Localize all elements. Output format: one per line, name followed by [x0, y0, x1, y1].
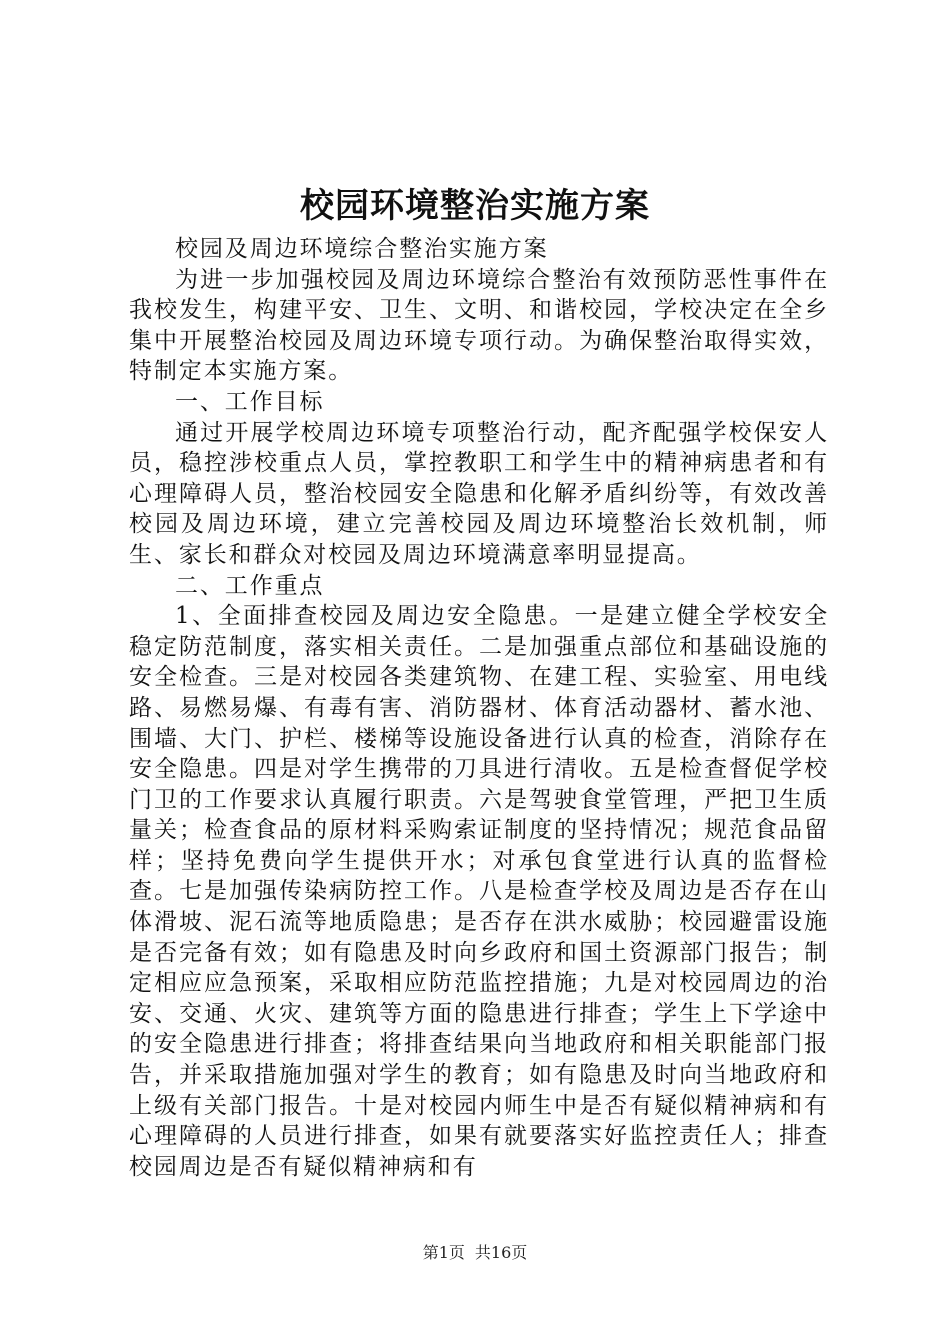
page-number: 第1页 [422, 1243, 465, 1262]
section-heading-focus: 二、工作重点 [175, 572, 325, 599]
page-total: 共16页 [474, 1243, 528, 1262]
document-title: 校园环境整治实施方案 [300, 186, 650, 226]
page-footer [0, 1243, 950, 1263]
document-body [129, 234, 829, 1182]
section-heading-goals: 一、工作目标 [175, 388, 325, 415]
paragraph-goals: 通过开展学校周边环境专项整治行动，配齐配强学校保安人员，稳控涉校重点人员，掌控教职工和学生中的精神病患者和有心理障碍人员，整治校园安全隐患和化解矛盾纠纷等，有效改善校园及周边环境，建立完善校园及周边环境整治长效机制，师生、家长和群众对校园及周边环境满意率明显提高。 [129, 419, 829, 568]
paragraph-intro: 为进一步加强校园及周边环境综合整治有效预防恶性事件在我校发生，构建平安、卫生、文明、和谐校园，学校决定在全乡集中开展整治校园及周边环境专项行动。为确保整治取得实效，特制定本实施方案。 [129, 266, 829, 385]
paragraph-focus-1: 1、全面排查校园及周边安全隐患。一是建立健全学校安全稳定防范制度，落实相关责任。二是加强重点部位和基础设施的安全检查。三是对校园各类建筑物、在建工程、实验室、用电线路、易燃易爆、有毒有害、消防器材、体育活动器材、蓄水池、围墙、大门、护栏、楼梯等设施设备进行认真的检查，消除存在安全隐患。四是对学生携带的刀具进行清收。五是检查督促学校门卫的工作要求认真履行职责。六是驾驶食堂管理，严把卫生质量关；检查食品的原材料采购索证制度的坚持情况；规范食品留样；坚持免费向学生提供开水；对承包食堂进行认真的监督检查。七是加强传染病防控工作。八是检查学校及周边是否存在山体滑坡、泥石流等地质隐患；是否存在洪水威胁；校园避雷设施是否完备有效；如有隐患及时向乡政府和国土资源部门报告；制定相应应急预案，采取相应防范监控措施；九是对校园周边的治安、交通、火灾、建筑等方面的隐患进行排查；学生上下学途中的安全隐患进行排查；将排查结果向当地政府和相关职能部门报告，并采取措施加强对学生的教育；如有隐患及时向当地政府和上级有关部门报告。十是对校园内师生中是否有疑似精神病和有心理障碍的人员进行排查，如果有就要落实好监控责任人；排查校园周边是否有疑似精神病和有 [129, 603, 829, 1180]
paragraph-subtitle: 校园及周边环境综合整治实施方案 [175, 236, 549, 262]
